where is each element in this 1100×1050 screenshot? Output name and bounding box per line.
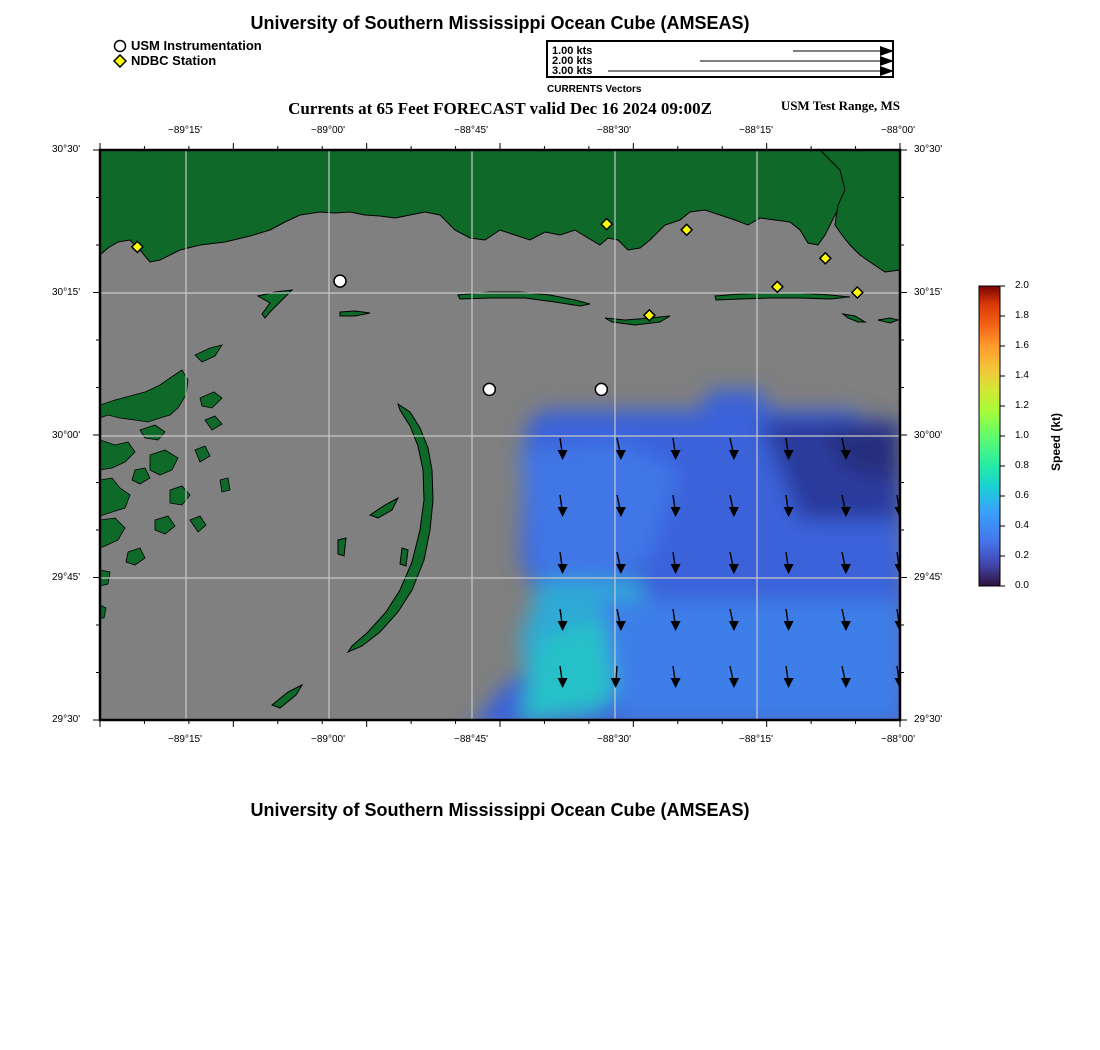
- colorbar-tick: 0.8: [1015, 460, 1029, 471]
- vector-scale-caption: CURRENTS Vectors: [547, 84, 642, 95]
- colorbar-title: Speed (kt): [1049, 413, 1063, 472]
- y-tick-left: 29°45': [52, 572, 81, 583]
- island-fragment: [400, 548, 408, 566]
- x-tick-bottom: −88°30': [597, 734, 631, 745]
- x-tick-bottom: −88°45': [454, 734, 488, 745]
- colorbar-tick: 0.0: [1015, 580, 1029, 591]
- scale-label-1: 1.00 kts: [552, 45, 593, 57]
- x-tick-top: −88°45': [454, 125, 488, 136]
- colorbar-tick: 1.4: [1015, 370, 1029, 381]
- colorbar-tick: 1.0: [1015, 430, 1029, 441]
- x-tick-bottom: −89°15': [168, 734, 202, 745]
- colorbar-tick: 1.2: [1015, 400, 1029, 411]
- scale-label-2: 2.00 kts: [552, 55, 593, 67]
- footer-title: University of Southern Mississippi Ocean Cube (AMSEAS): [250, 800, 750, 820]
- colorbar-tick: 0.4: [1015, 520, 1029, 531]
- y-tick-right: 30°30': [914, 144, 943, 155]
- island-fragment: [338, 538, 346, 556]
- colorbar-tick: 2.0: [1015, 280, 1029, 291]
- x-tick-top: −89°15': [168, 125, 202, 136]
- colorbar-tick: 1.8: [1015, 310, 1029, 321]
- speed-colorbar: [975, 280, 1015, 592]
- legend-usm-label: USM Instrumentation: [131, 38, 262, 53]
- region-label: USM Test Range, MS: [780, 98, 900, 113]
- usm-marker: [334, 275, 346, 287]
- scale-label-3: 3.00 kts: [552, 65, 593, 77]
- map-subtitle: Currents at 65 Feet FORECAST valid Dec 16 2024 09:00Z: [288, 99, 712, 118]
- x-tick-top: −89°00': [311, 125, 345, 136]
- colorbar-tick: 1.6: [1015, 340, 1029, 351]
- y-tick-left: 30°00': [52, 430, 81, 441]
- y-tick-left: 29°30': [52, 714, 81, 725]
- usm-marker: [483, 383, 495, 395]
- y-tick-right: 29°30': [914, 714, 943, 725]
- x-tick-bottom: −88°00': [881, 734, 915, 745]
- x-tick-bottom: −89°00': [311, 734, 345, 745]
- page-title: University of Southern Mississippi Ocean Cube (AMSEAS): [250, 13, 750, 33]
- y-tick-right: 29°45': [914, 572, 943, 583]
- x-tick-top: −88°30': [597, 125, 631, 136]
- colorbar-tick: 0.2: [1015, 550, 1029, 561]
- legend-ndbc-label: NDBC Station: [131, 53, 217, 68]
- x-tick-bottom: −88°15': [739, 734, 773, 745]
- y-tick-left: 30°30': [52, 144, 81, 155]
- y-tick-right: 30°15': [914, 287, 943, 298]
- colorbar-tick: 0.6: [1015, 490, 1029, 501]
- usm-marker: [595, 383, 607, 395]
- x-tick-top: −88°00': [881, 125, 915, 136]
- x-tick-top: −88°15': [739, 125, 773, 136]
- y-tick-left: 30°15': [52, 287, 81, 298]
- y-tick-right: 30°00': [914, 430, 943, 441]
